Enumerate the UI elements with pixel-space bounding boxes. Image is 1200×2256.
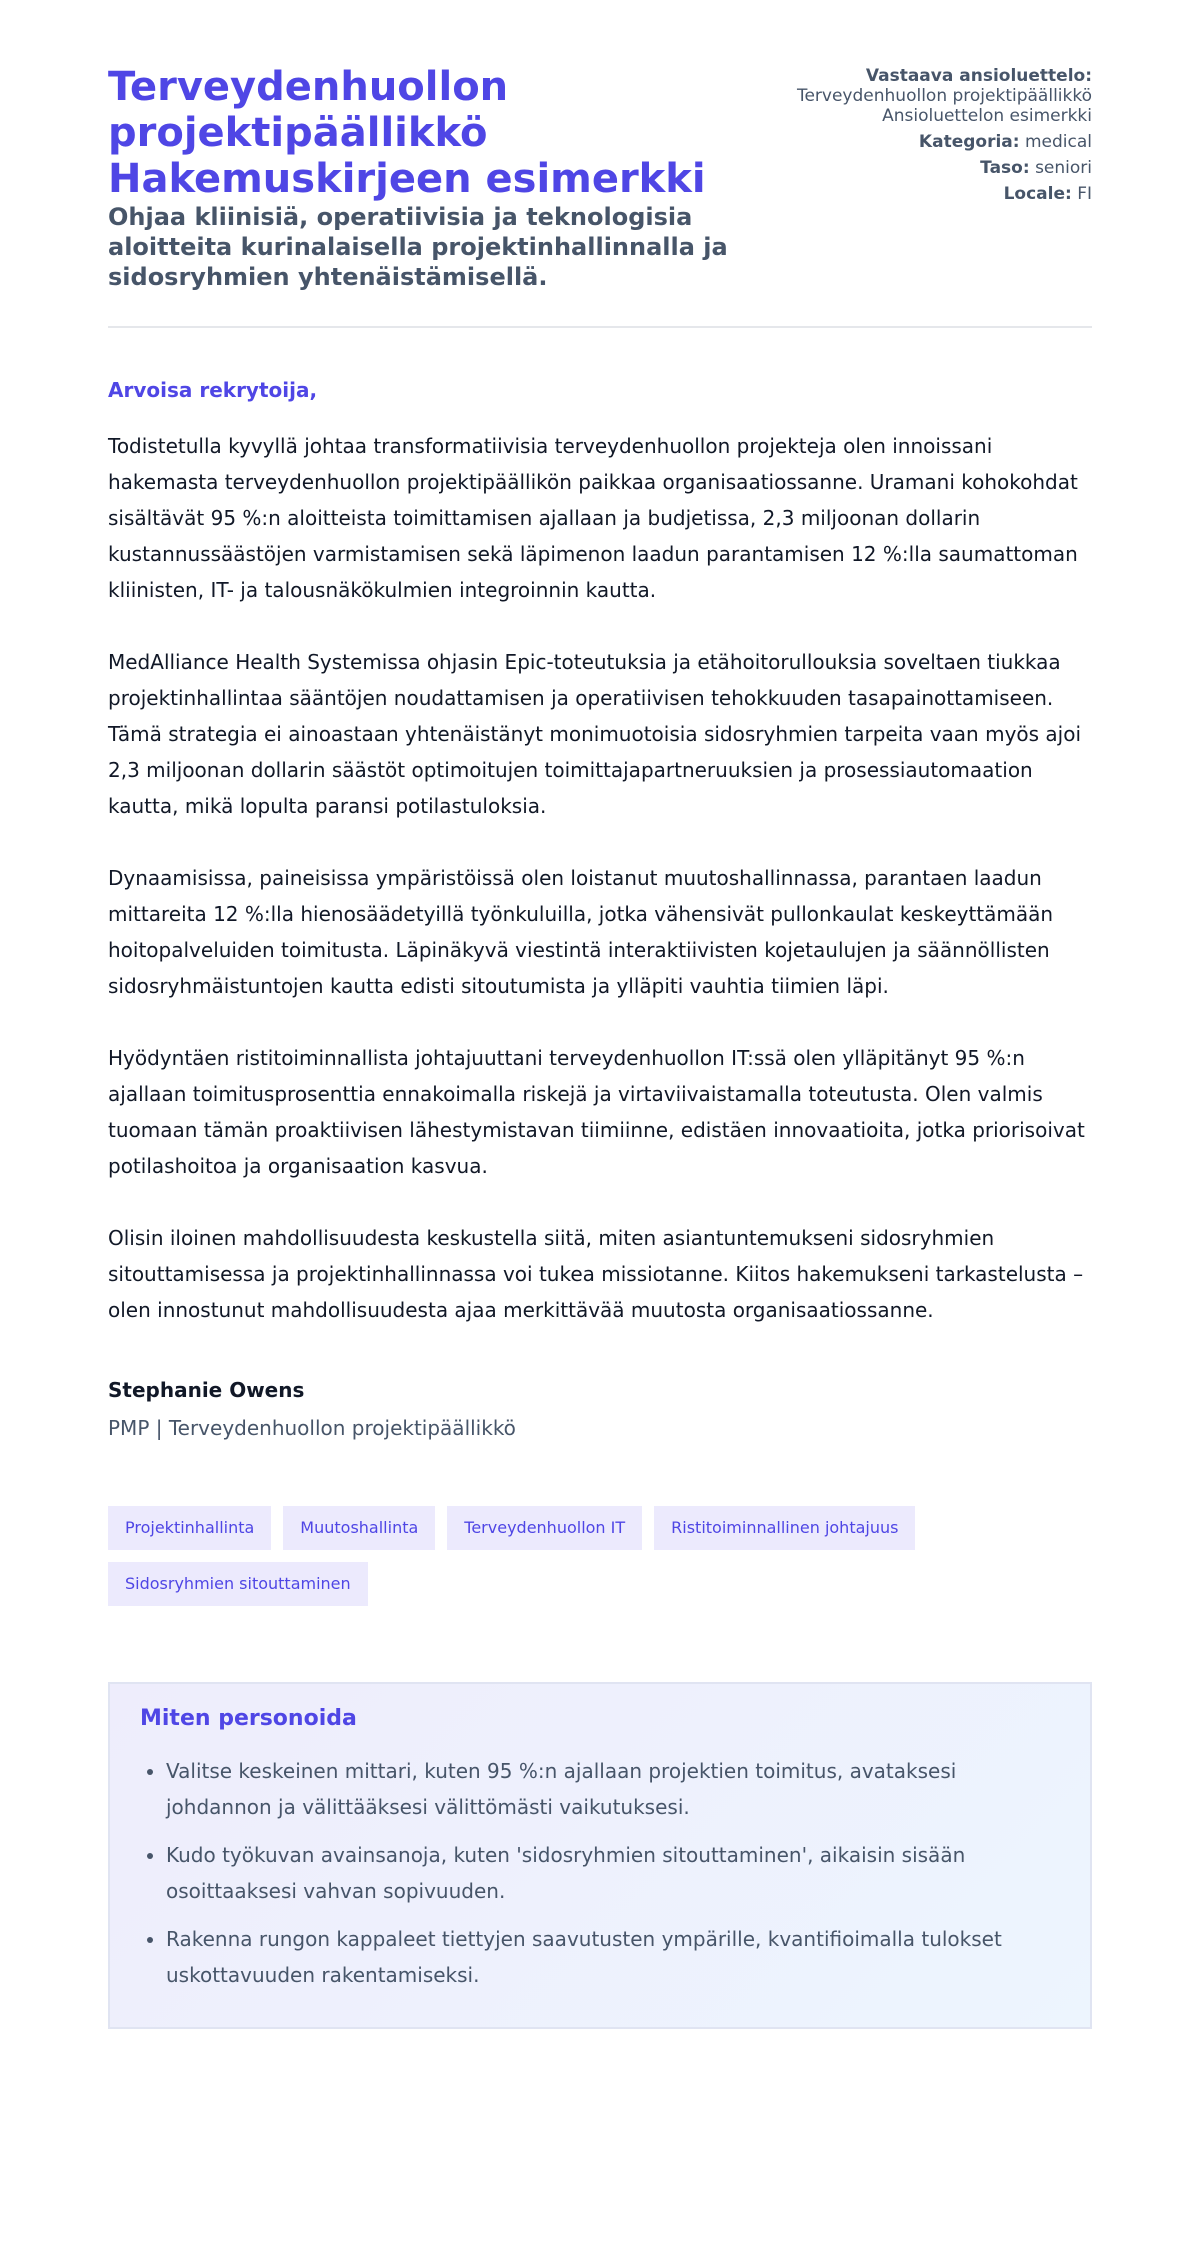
page-header	[108, 64, 1092, 328]
metadata-panel	[797, 64, 1092, 210]
letter-paragraph: Todistetulla kyvyllä johtaa transformatiivisia terveydenhuollon projekteja olen innoissani hakemasta terveydenhuollon projektipäällikön paikkaa organisaatiossanne. Uramani kohokohdat sisältävät 95 %:n aloitteista toimittamisen ajallaan ja budjetissa, 2,3 miljoonan dollarin kustannussäästöjen varmistamisen sekä läpimenon laadun parantamisen 12 %:lla saumattoman kliinisten, IT- ja talousnäkökulmien integroinnin kautta.	[108, 434, 1078, 602]
skill-tag: Projektinhallinta	[108, 1506, 271, 1550]
meta-category	[797, 132, 1092, 152]
skill-tag: Muutoshallinta	[283, 1506, 435, 1550]
skill-tag: Sidosryhmien sitouttaminen	[108, 1562, 368, 1606]
tips-item: • Kudo työkuvan avainsanoja, kuten 'sidosryhmien sitouttaminen', aikaisin sisään osoittaaksesi vahvan sopivuuden.	[166, 1837, 1060, 1909]
letter-paragraph: Olisin iloinen mahdollisuudesta keskustella siitä, miten asiantuntemukseni sidosryhmien sitouttamisessa ja projektinhallinnassa voi tukea missiotanne. Kiitos hakemukseni tarkastelusta – olen innostunut mahdollisuudesta ajaa merkittävää muutosta organisaatiossanne.	[108, 1226, 1084, 1322]
meta-related-resume	[797, 66, 1092, 126]
tips-list	[140, 1753, 1060, 1993]
letter-body	[108, 378, 1092, 1440]
signature-block	[108, 1378, 1092, 1440]
letter-paragraph: MedAlliance Health Systemissa ohjasin Epic-toteutuksia ja etähoitorullouksia soveltaen tiukkaa projektinhallintaa sääntöjen noudattamisen ja operatiivisen tehokkuuden tasapainottamiseen. Tämä strategia ei ainoastaan yhtenäistänyt monimuotoisia sidosryhmien tarpeita vaan myös ajoi 2,3 miljoonan dollarin säästöt optimoitujen toimittajapartneruuksien ja prosessiautomaation kautta, mikä lopulta paransi potilastuloksia.	[108, 650, 1082, 818]
meta-locale-value: FI	[1077, 184, 1092, 204]
meta-resume-link[interactable]: Terveydenhuollon projektipäällikkö Ansioluettelon esimerkki	[796, 86, 1092, 126]
meta-category-value: medical	[1024, 132, 1092, 152]
header-titles	[108, 64, 797, 292]
signature-name: Stephanie Owens	[108, 1378, 305, 1402]
page-subtitle: Ohjaa kliinisiä, operatiivisia ja teknologisia aloitteita kurinalaisella projektinhallinnalla ja sidosryhmien yhtenäistämisellä.	[108, 203, 728, 291]
letter-paragraph: Dynaamisissa, paineisissa ympäristöissä olen loistanut muutoshallinnassa, parantaen laadun mittareita 12 %:lla hienosäädetyillä työnkuluilla, jotka vähensivät pullonkaulat keskeyttämään hoitopalveluiden toimitusta. Läpinäkyvä viestintä interaktiivisten kojetaulujen ja säännöllisten sidosryhmäistuntojen kautta edisti sitoutumista ja ylläpiti vauhtia tiimien läpi.	[108, 866, 1054, 998]
personalization-tips-card	[108, 1682, 1092, 2029]
skill-tags	[108, 1506, 1108, 1606]
skill-tag: Terveydenhuollon IT	[447, 1506, 642, 1550]
meta-level-label: Taso:	[980, 158, 1030, 178]
meta-locale-label: Locale:	[1003, 184, 1072, 204]
tips-title: Miten personoida	[140, 1706, 357, 1731]
meta-locale	[797, 184, 1092, 204]
tips-item: • Valitse keskeinen mittari, kuten 95 %:n ajallaan projektien toimitus, avataksesi johdannon ja välittääksesi välittömästi vaikutuksesi.	[166, 1753, 1060, 1825]
meta-category-label: Kategoria:	[918, 132, 1020, 152]
signature-title: PMP | Terveydenhuollon projektipäällikkö	[108, 1416, 516, 1440]
tips-item: • Rakenna rungon kappaleet tiettyjen saavutusten ympärille, kvantifioimalla tulokset uskottavuuden rakentamiseksi.	[166, 1921, 1060, 1993]
meta-level	[797, 158, 1092, 178]
page-title: Terveydenhuollon projektipäällikkö Hakemuskirjeen esimerkki	[108, 64, 706, 202]
skill-tag: Ristitoiminnallinen johtajuus	[654, 1506, 915, 1550]
meta-resume-label: Vastaava ansioluettelo:	[865, 66, 1092, 86]
letter-greeting: Arvoisa rekrytoija,	[108, 378, 318, 402]
meta-level-value: seniori	[1035, 158, 1092, 178]
letter-paragraph: Hyödyntäen ristitoiminnallista johtajuuttani terveydenhuollon IT:ssä olen ylläpitänyt 95 %:n ajallaan toimitusprosenttia ennakoimalla riskejä ja virtaviivaistamalla toteutusta. Olen valmis tuomaan tämän proaktiivisen lähestymistavan tiimiinne, edistäen innovaatioita, jotka priorisoivat potilashoitoa ja organisaation kasvua.	[108, 1046, 1085, 1178]
